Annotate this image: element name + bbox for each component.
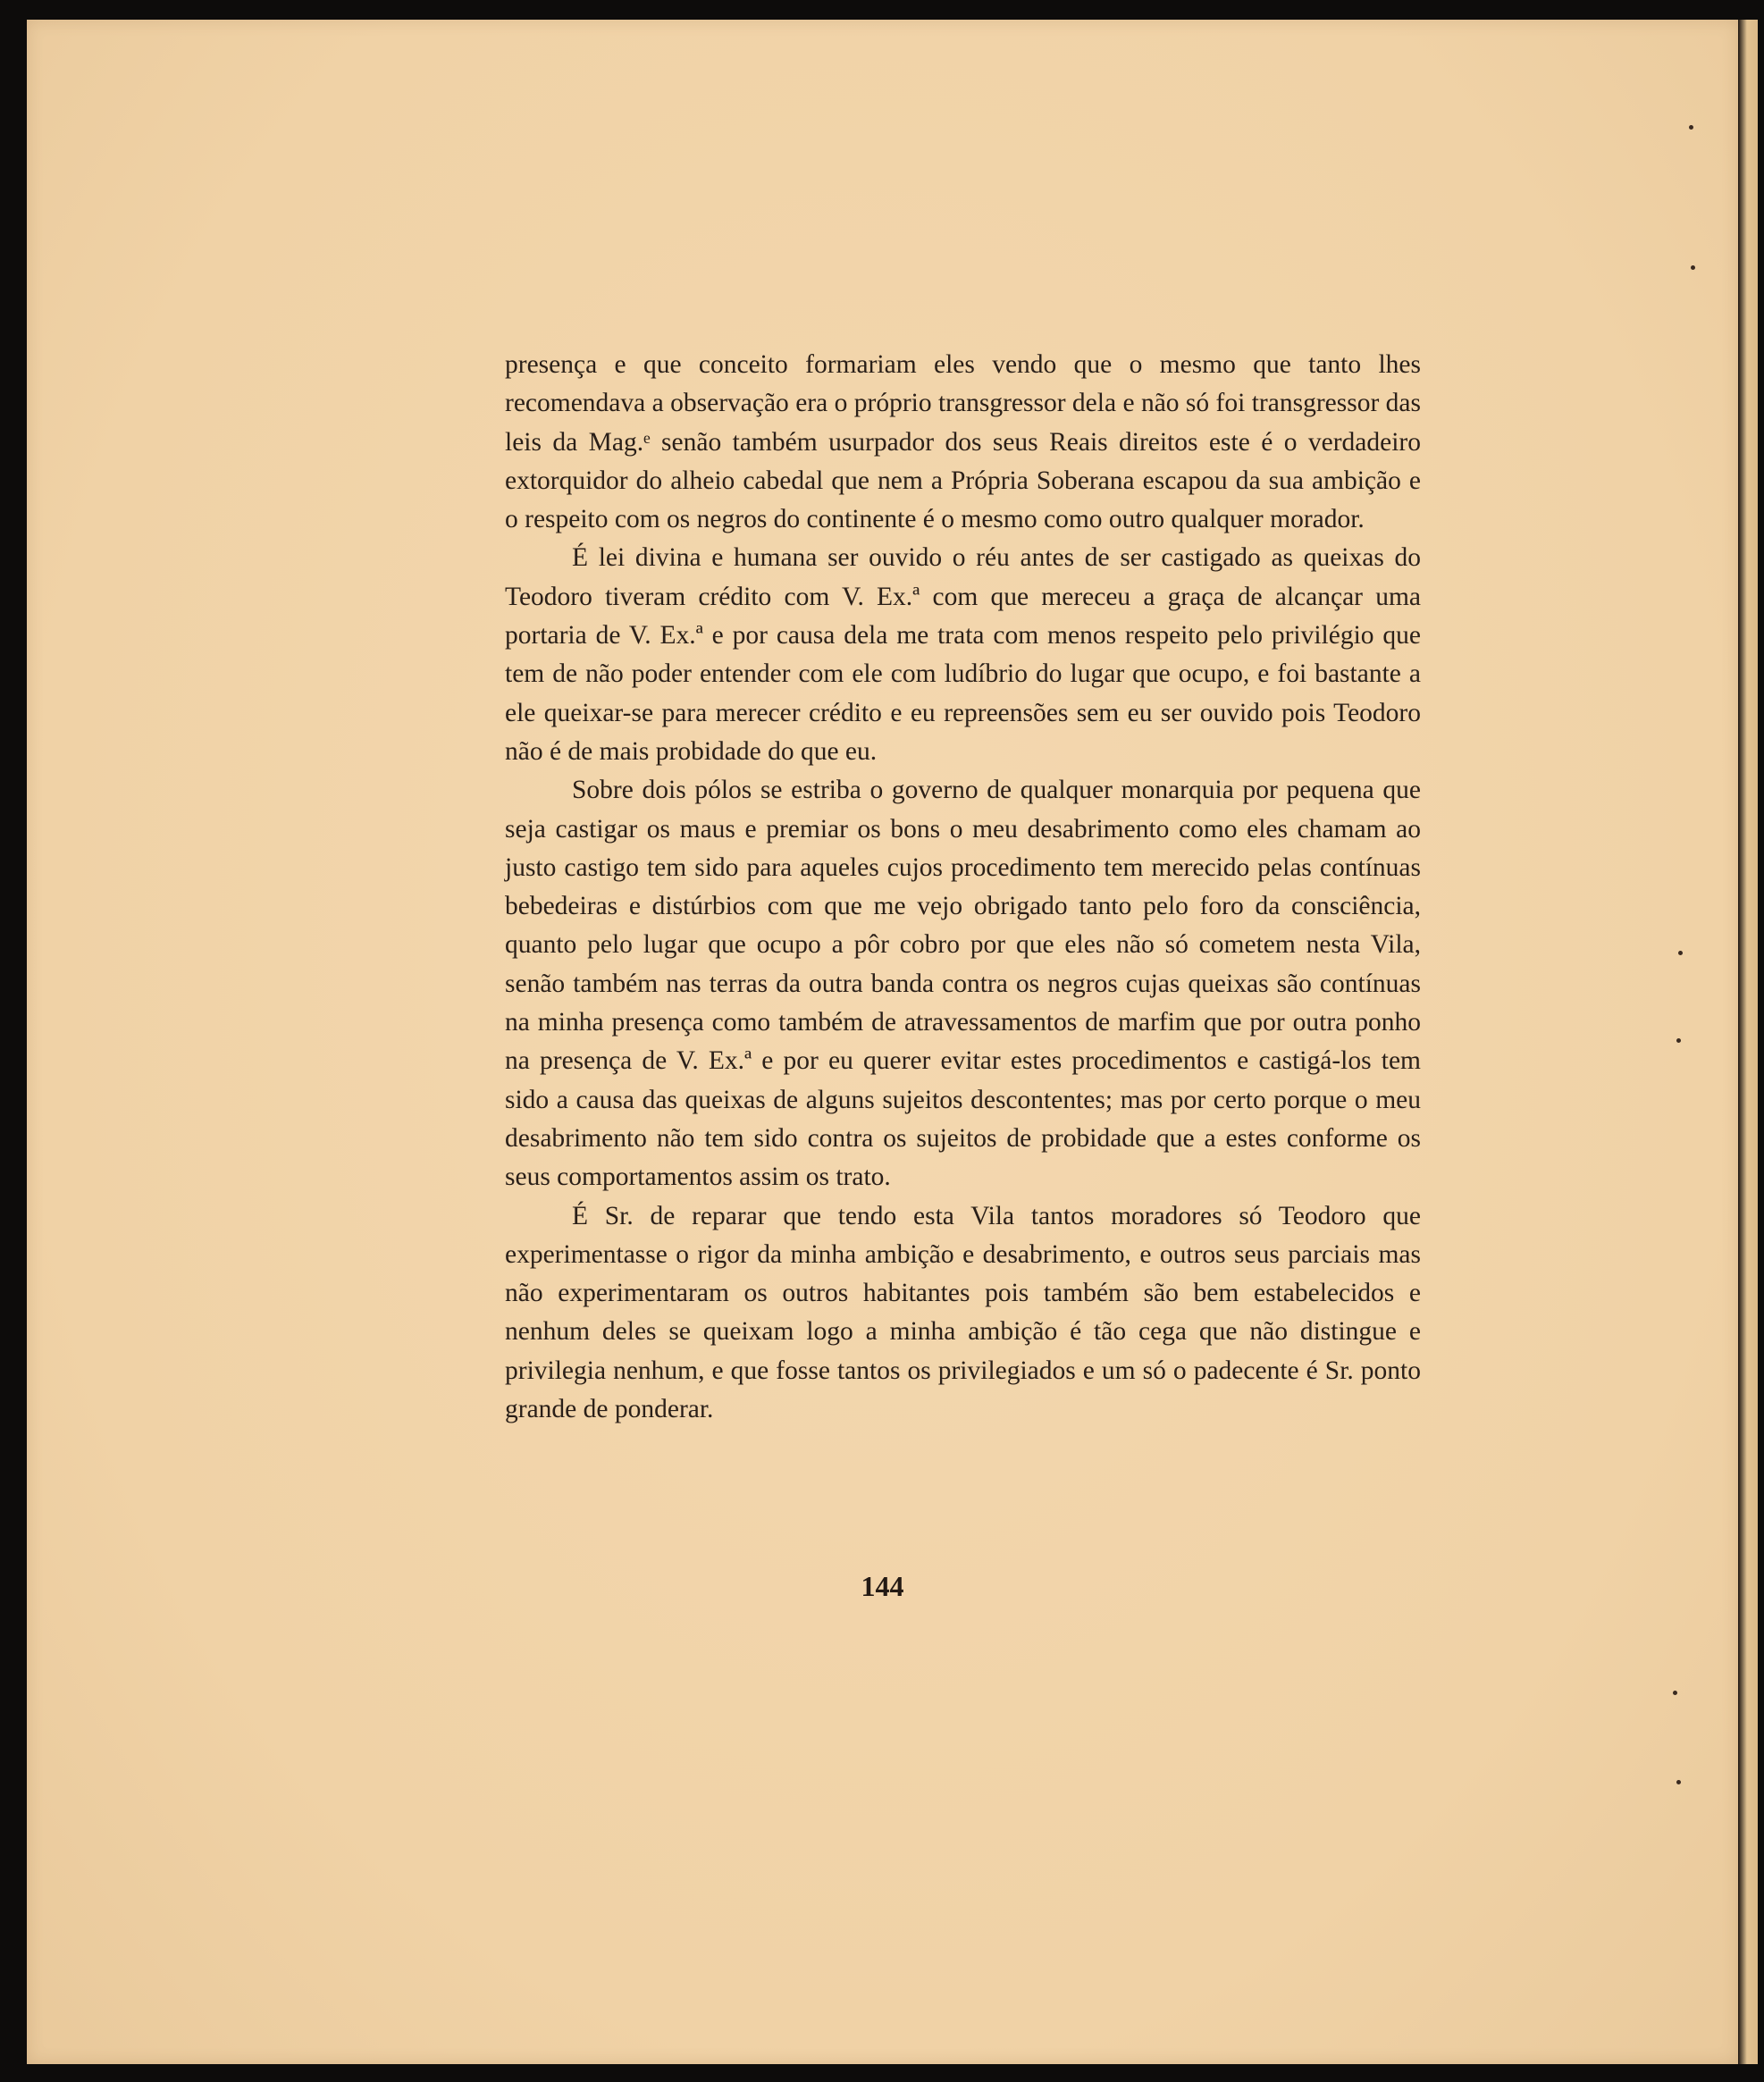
paper-speck bbox=[1676, 1038, 1681, 1043]
paper-speck bbox=[1678, 951, 1683, 955]
paragraph-2: É lei divina e humana ser ouvido o réu antes de ser castigado as queixas do Teodoro tiveram crédito com V. Ex.ª com que mereceu a graça de alcançar uma portaria de V. Ex.ª e por causa dela me trata com menos respeito pelo privilégio que tem de não poder entender com ele com ludíbrio do lugar que ocupo, e foi bastante a ele queixar-se para merecer crédito e eu repreensões sem eu ser ouvido pois Teodoro não é de mais probidade do que eu. bbox=[505, 543, 1421, 766]
paragraph-4: É Sr. de reparar que tendo esta Vila tantos moradores só Teodoro que experimentasse o rigor da minha ambição e desabrimento, e outros seus parciais mas não experimentaram os outros habitantes pois também são bem estabelecidos e nenhum deles se queixam logo a minha ambição é tão cega que não distingue e privilegia nenhum, e que fosse tantos os privilegiados e um só o padecente é Sr. ponto grande de ponderar. bbox=[505, 1201, 1421, 1424]
page-number: 144 bbox=[861, 1570, 904, 1602]
body-text bbox=[505, 346, 1421, 1429]
paper-speck bbox=[1689, 125, 1693, 130]
book-page bbox=[27, 20, 1738, 2064]
paper-speck bbox=[1691, 265, 1695, 270]
paper-speck bbox=[1673, 1691, 1677, 1695]
paper-speck bbox=[1676, 1780, 1681, 1784]
paragraph-3: Sobre dois pólos se estriba o governo de qualquer monarquia por pequena que seja castigar os maus e premiar os bons o meu desabrimento como eles chamam ao justo castigo tem sido para aqueles cujos procedimento tem merecido pelas contínuas bebedeiras e distúrbios com que me vejo obrigado tanto pelo foro da consciência, quanto pelo lugar que ocupo a pôr cobro por que eles não só cometem nesta Vila, senão também nas terras da outra banda contra os negros cujas queixas são contínuas na minha presença como também de atravessamentos de marfim que por outra ponho na presença de V. Ex.ª e por eu querer evitar estes procedimentos e castigá-los tem sido a causa das queixas de alguns sujeitos descontentes; mas por certo porque o meu desabrimento não tem sido contra os sujeitos de probidade que a estes conforme os seus comportamentos assim os trato. bbox=[505, 776, 1421, 1192]
paragraph-1: presença e que conceito formariam eles vendo que o mesmo que tanto lhes recomendava a observação era o próprio transgressor dela e não só foi transgressor das leis da Mag.ᵉ senão também usurpador dos seus Reais direitos este é o verdadeiro extorquidor do alheio cabedal que nem a Própria Soberana escapou da sua ambição e o respeito com os negros do continente é o mesmo como outro qualquer morador. bbox=[505, 350, 1421, 534]
page-edge-strip bbox=[1738, 20, 1758, 2064]
